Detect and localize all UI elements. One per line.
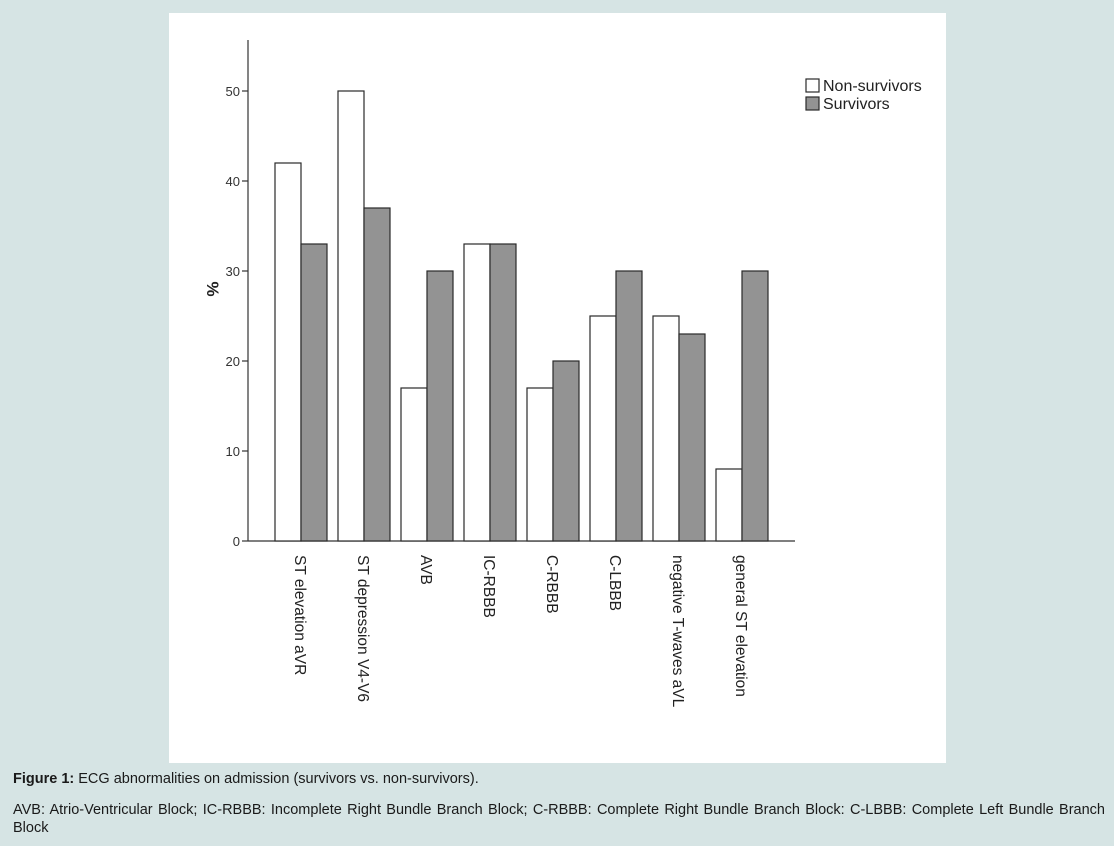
caption-title-line [13,770,1105,788]
abbreviations-note: AVB: Atrio-Ventricular Block; IC-RBBB: Incomplete Right Bundle Branch Block; C-RBBB: Complete Right Bundle Branch Block: C-LBBB: Complete Left Bundle Branch Block [13,802,1105,836]
bar-non-survivors [653,316,679,541]
bar-survivors [616,271,642,541]
bar-non-survivors [338,91,364,541]
legend-swatch [806,79,819,92]
legend-swatch [806,97,819,110]
y-axis-label: % [203,281,222,297]
bar-survivors [364,208,390,541]
x-tick-labels [291,555,749,708]
bar-non-survivors [527,388,553,541]
x-tick-label: general ST elevation [732,555,749,697]
x-tick-label: negative T-waves aVL [669,555,686,708]
y-tick-label: 0 [232,534,240,549]
bar-survivors [742,271,768,541]
x-tick-label: AVB [417,555,434,585]
x-tick-label: ST depression V4-V6 [354,555,371,703]
chart-legend [806,78,922,113]
bar-non-survivors [275,163,301,541]
bar-chart [169,13,946,763]
y-tick-label: 50 [225,84,240,99]
bar-survivors [427,271,453,541]
figure-title: ECG abnormalities on admission (survivors vs. non-survivors). [74,771,479,787]
x-tick-label: C-RBBB [543,555,560,614]
y-tick-label: 30 [225,264,240,279]
chart-bars [275,91,768,541]
y-tick-label: 20 [225,354,240,369]
chart-panel [169,13,946,763]
figure-label: Figure 1: [13,771,75,787]
bar-survivors [301,244,327,541]
legend-label: Survivors [823,96,890,113]
x-tick-label: C-LBBB [606,555,623,611]
bar-non-survivors [464,244,490,541]
x-tick-label: IC-RBBB [480,555,497,618]
x-tick-label: ST elevation aVR [291,555,308,676]
bar-survivors [553,361,579,541]
legend-label: Non-survivors [823,78,922,95]
bar-non-survivors [590,316,616,541]
y-tick-label: 10 [225,444,240,459]
bar-non-survivors [716,469,742,541]
figure-caption [13,770,1105,837]
y-tick-label: 40 [225,174,240,189]
bar-non-survivors [401,388,427,541]
bar-survivors [679,334,705,541]
bar-survivors [490,244,516,541]
